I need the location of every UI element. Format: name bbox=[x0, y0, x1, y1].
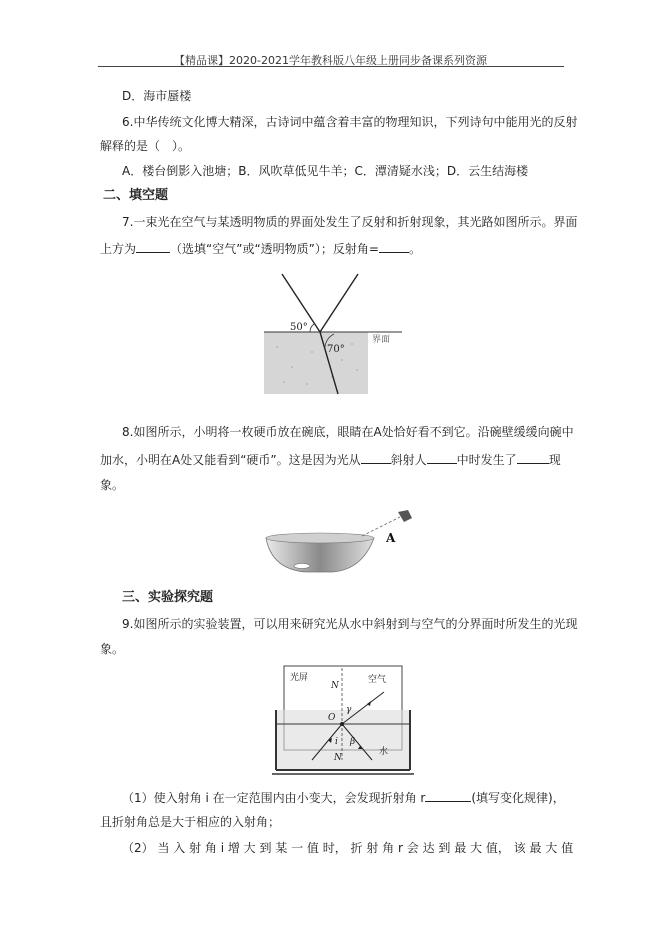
q6-options: A．楼台倒影入池塘；B．风吹草低见牛羊；C．潭清疑水浅；D．云生结海楼 bbox=[122, 164, 529, 178]
angle2-label: 70° bbox=[327, 344, 345, 355]
q7-figure bbox=[262, 272, 408, 398]
water-label: 水 bbox=[379, 747, 389, 757]
q9-sub1-line2: 且折射角总是大于相应的入射角； bbox=[100, 815, 281, 829]
section3-title: 三、实验探究题 bbox=[122, 590, 214, 605]
i-label: i bbox=[335, 737, 338, 747]
normal-top-label: N bbox=[331, 681, 339, 691]
q9-sub2: （2） 当 入 射 角 i 增 大 到 某 一 值 时， 折 射 角 r 会 达 到 最 大 值， 该 最 大 值 bbox=[122, 841, 574, 855]
q9-line1: 9.如图所示的实验装置，可以用来研究光从水中斜射到与空气的分界面时所发生的光现 bbox=[122, 617, 578, 631]
q8-line1: 8.如图所示，小明将一枚硬币放在碗底，眼睛在A处恰好看不到它。沿碗壁缓缓向碗中 bbox=[122, 425, 574, 439]
q9-sub1-b: (填写变化规律)， bbox=[471, 791, 565, 805]
normal-bottom-label: N bbox=[334, 753, 342, 763]
gamma-label: γ bbox=[346, 705, 352, 715]
q8-line2-b: 斜射人 bbox=[390, 453, 427, 467]
q9-blank-1[interactable] bbox=[425, 789, 471, 802]
q7-line2-a: 上方为 bbox=[100, 242, 137, 256]
q8-figure bbox=[262, 500, 422, 578]
q8-line2-c: 中时发生了 bbox=[456, 453, 517, 467]
page-header: 【精品课】2020-2021学年教科版八年级上册同步备课系列资源 bbox=[174, 54, 487, 67]
q8-blank-1[interactable] bbox=[361, 451, 391, 464]
air-label: 空气 bbox=[368, 675, 387, 685]
q9-figure bbox=[272, 664, 414, 776]
q8-line2 bbox=[100, 451, 561, 468]
q8-line2-d: 现 bbox=[548, 453, 561, 467]
q7-blank-2[interactable] bbox=[379, 240, 409, 253]
eye-icon bbox=[398, 510, 412, 522]
q8-line3: 象。 bbox=[100, 478, 125, 492]
header-rule bbox=[98, 66, 564, 67]
screen-label: 光屏 bbox=[290, 673, 309, 683]
point-a-label: A bbox=[386, 531, 396, 545]
reflected-ray bbox=[320, 274, 358, 332]
q5-option-d: D．海市蜃楼 bbox=[122, 89, 192, 103]
q9-sub1-a: （1）使入射角 i 在一定范围内由小变大，会发现折射角 r bbox=[122, 791, 426, 805]
q7-blank-1[interactable] bbox=[136, 240, 170, 253]
q7-line2 bbox=[100, 240, 421, 257]
q9-sub1 bbox=[122, 789, 565, 806]
medium-region bbox=[264, 332, 368, 394]
point-o-label: O bbox=[328, 713, 336, 723]
coin bbox=[294, 564, 310, 569]
q7-line2-b: （选填“空气”或“透明物质”）；反射角= bbox=[170, 242, 379, 256]
section2-title: 二、填空题 bbox=[103, 188, 169, 203]
q8-blank-2[interactable] bbox=[427, 451, 457, 464]
q7-line1: 7.一束光在空气与某透明物质的界面处发生了反射和折射现象，其光路如图所示。界面 bbox=[122, 215, 578, 229]
interface-label: 界面 bbox=[372, 335, 391, 345]
q8-line2-a: 加水，小明在A处又能看到“硬币”。这是因为光从 bbox=[100, 453, 361, 467]
q6-line1: 6.中华传统文化博大精深，古诗词中蕴含着丰富的物理知识，下列诗句中能用光的反射 bbox=[122, 115, 578, 129]
water-region bbox=[276, 710, 410, 770]
q6-line2: 解释的是（ ）。 bbox=[100, 139, 191, 153]
q7-line2-c: 。 bbox=[408, 242, 421, 256]
q9-line2: 象。 bbox=[100, 642, 125, 656]
q8-blank-3[interactable] bbox=[517, 451, 549, 464]
beta-label: β bbox=[350, 737, 356, 747]
angle1-label: 50° bbox=[290, 322, 308, 333]
